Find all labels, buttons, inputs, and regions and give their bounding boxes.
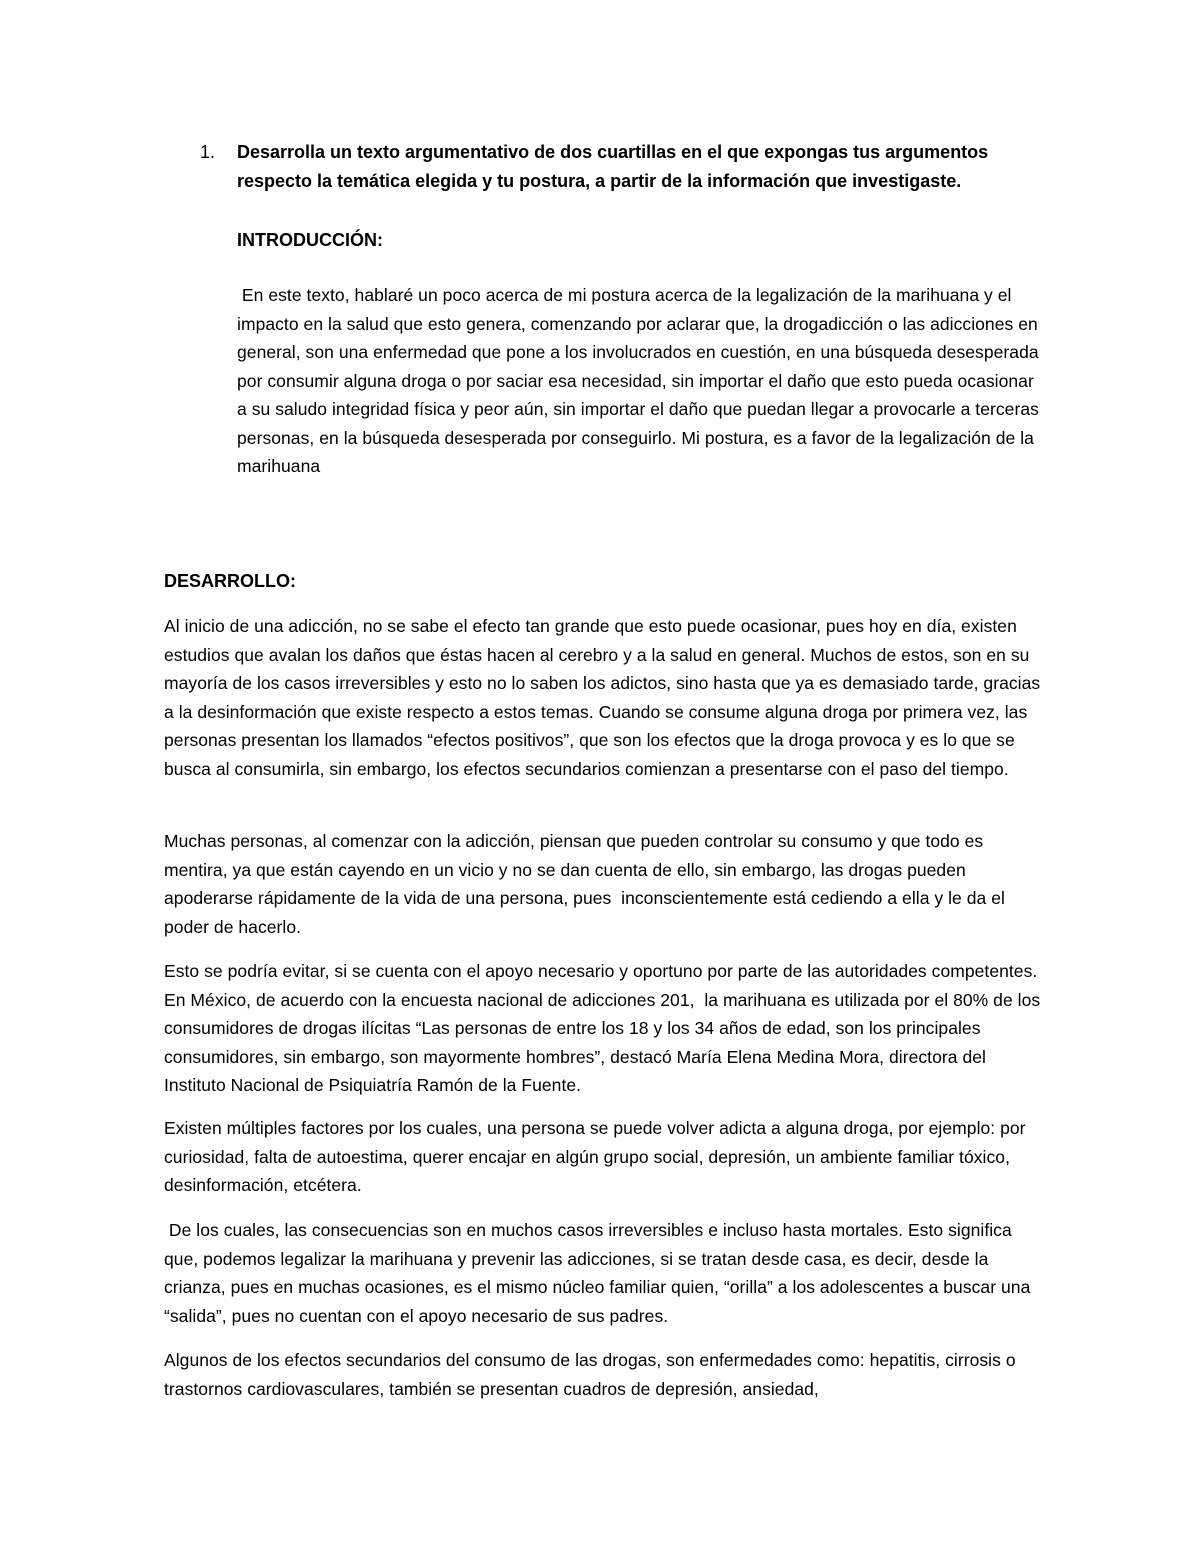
development-paragraph-6: Algunos de los efectos secundarios del consumo de las drogas, son enfermedades como: hepatitis, cirrosis o trastornos cardiovasculares, también se presentan cuadros de depresión, ansiedad, xyxy=(164,1350,1016,1399)
introduction-paragraph: En este texto, hablaré un poco acerca de mi postura acerca de la legalización de la marihuana y el impacto en la salud que esto genera, comenzando por aclarar que, la drogadicción o las adicciones en general, son una enfermedad que pone a los involucrados en cuestión, en una búsqueda desesperada por consumir alguna droga o por saciar esa necesidad, sin importar el daño que esto pueda ocasionar a su saludo integridad física y peor aún, sin importar el daño que puedan llegar a provocarle a terceras personas, en la búsqueda desesperada por conseguirlo. Mi postura, es a favor de la legalización de la marihuana xyxy=(237,285,1044,476)
development-heading: DESARROLLO: xyxy=(164,571,296,591)
development-paragraph-4: Existen múltiples factores por los cuales, una persona se puede volver adicta a alguna droga, por ejemplo: por curiosidad, falta de autoestima, querer encajar en algún grupo social, depresión, un ambiente familiar tóxico, desinformación, etcétera. xyxy=(164,1118,1026,1195)
development-paragraph-1: Al inicio de una adicción, no se sabe el efecto tan grande que esto puede ocasionar, pues hoy en día, existen estudios que avalan los daños que éstas hacen al cerebro y a la salud en general. Muchos de estos, son en su mayoría de los casos irreversibles y esto no lo saben los adictos, sino hasta que ya es demasiado tarde, gracias a la desinformación que existe respecto a estos temas. Cuando se consume alguna droga por primera vez, las personas presentan los llamados “efectos positivos”, que son los efectos que la droga provoca y es lo que se busca al consumirla, sin embargo, los efectos secundarios comienzan a presentarse con el paso del tiempo. xyxy=(164,616,1041,779)
development-paragraph-3: Esto se podría evitar, si se cuenta con el apoyo necesario y oportuno por parte de las autoridades competentes. En México, de acuerdo con la encuesta nacional de adicciones 201, la marihuana es utilizada por el 80% de los consumidores de drogas ilícitas “Las personas de entre los 18 y los 34 años de edad, son los principales consumidores, sin embargo, son mayormente hombres”, destacó María Elena Medina Mora, directora del Instituto Nacional de Psiquiatría Ramón de la Fuente. xyxy=(164,961,1046,1095)
development-paragraph-2: Muchas personas, al comenzar con la adicción, piensan que pueden controlar su consumo y que todo es mentira, ya que están cayendo en un vicio y no se dan cuenta de ello, sin embargo, las drogas pueden apoderarse rápidamente de la vida de una persona, pues inconscientemente está cediendo a ella y le da el poder de hacerlo. xyxy=(164,831,1010,937)
introduction-heading: INTRODUCCIÓN: xyxy=(237,230,383,250)
development-paragraph-5: De los cuales, las consecuencias son en muchos casos irreversibles e incluso hasta mortales. Esto significa que, podemos legalizar la marihuana y prevenir las adicciones, si se tratan desde casa, es decir, desde la crianza, pues en muchas ocasiones, es el mismo núcleo familiar quien, “orilla” a los adolescentes a buscar una “salida”, pues no cuentan con el apoyo necesario de sus padres. xyxy=(164,1220,1036,1326)
question-text: Desarrolla un texto argumentativo de dos cuartillas en el que expongas tus argumentos respecto la temática elegida y tu postura, a partir de la información que investigaste. xyxy=(237,142,989,191)
question-number: 1. xyxy=(200,142,216,162)
